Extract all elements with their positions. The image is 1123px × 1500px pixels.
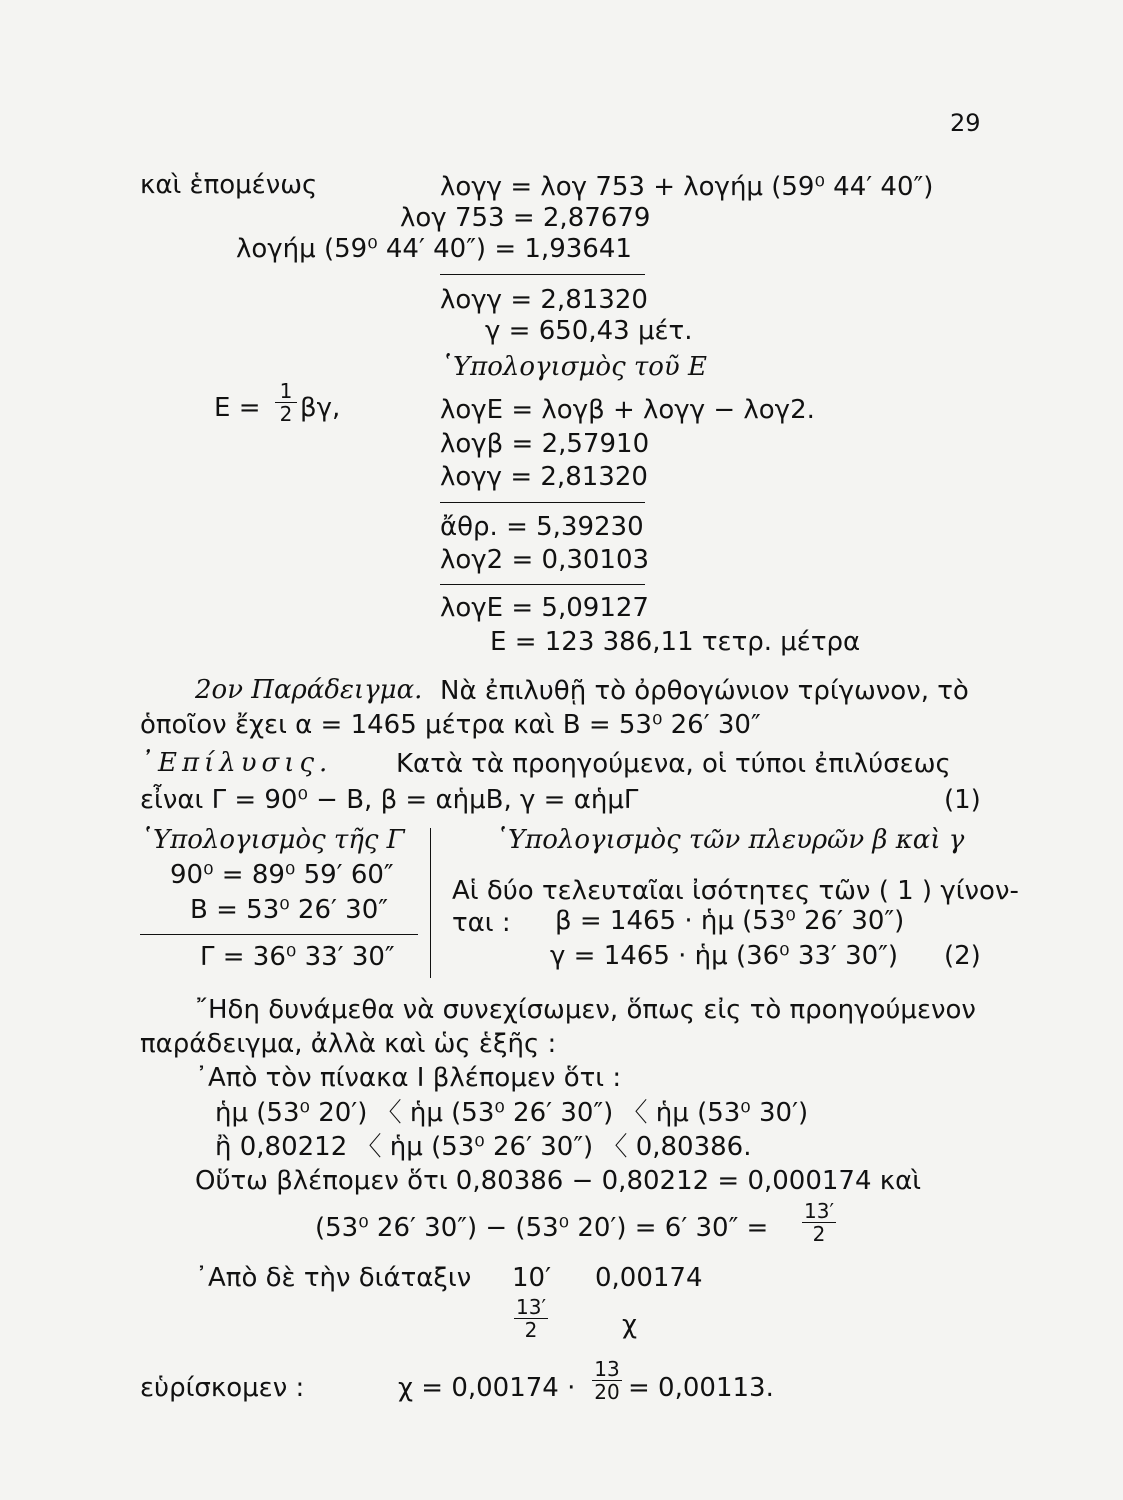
paragraph-line: ῎Ηδη δυνάμεθα νὰ συνεχίσωμεν, ὅπως εἰς τὸ προηγούμενον	[195, 995, 976, 1025]
fraction-numerator: 13′	[804, 1199, 834, 1223]
fraction-13-over-2	[514, 1296, 548, 1341]
equation: γ = 1465 · ἡμ (36⁰ 33′ 30″)	[550, 941, 899, 971]
equation: λογβ = 2,57910	[440, 429, 650, 459]
paragraph-line: παράδειγμα, ἀλλὰ καὶ ὡς ἑξῆς :	[140, 1029, 557, 1059]
equation: γ = 650,43 μέτ.	[485, 316, 693, 346]
equation-number: (2)	[944, 941, 981, 971]
fraction-denominator: 2	[279, 402, 293, 426]
equation: λογγ = λογ 753 + λογήμ (59⁰ 44′ 40″)	[440, 172, 934, 202]
equation: Ε = 123 386,11 τετρ. μέτρα	[490, 627, 861, 657]
right-column-line: Αἱ δύο τελευταῖαι ἰσότητες τῶν ( 1 ) γίνον-	[452, 876, 1019, 906]
equation-number: (1)	[944, 785, 981, 815]
fraction-half	[275, 380, 297, 425]
equation: λογγ = 2,81320	[440, 462, 648, 492]
column-divider	[430, 828, 431, 978]
left-column-heading: ῾Υπολογισμὸς τῆς Γ	[140, 825, 405, 855]
example-label: 2ον Παράδειγμα.	[195, 675, 423, 705]
fraction-13-over-2	[802, 1200, 836, 1245]
equation: λογΕ = λογβ + λογγ − λογ2.	[440, 395, 815, 425]
inequality: ἡμ (53⁰ 20′) 〈 ἡμ (53⁰ 26′ 30″) 〈 ἡμ (53⁰ 30′)	[215, 1098, 809, 1128]
inequality: ἢ 0,80212 〈 ἡμ (53⁰ 26′ 30″) 〈 0,80386.	[215, 1132, 752, 1162]
fraction-13-over-20	[592, 1358, 622, 1403]
fraction-numerator: 13	[592, 1358, 622, 1381]
solution-label: ᾿Επίλυσις.	[140, 748, 333, 778]
equation: λογ 753 = 2,87679	[400, 203, 651, 233]
paragraph-line: Οὕτω βλέπομεν ὅτι 0,80386 − 0,80212 = 0,000174 καὶ	[195, 1166, 922, 1196]
fraction-denominator: 20	[594, 1380, 620, 1404]
paragraph-line: ὁποῖον ἔχει α = 1465 μέτρα καὶ Β = 53⁰ 26′ 30″	[140, 710, 761, 740]
paragraph-line: Κατὰ τὰ προηγούμενα, οἱ τύποι ἐπιλύσεως	[396, 749, 951, 779]
equation: λογΕ = 5,09127	[440, 593, 649, 623]
arrangement-cell: 10′	[512, 1263, 551, 1293]
left-column-row: Β = 53⁰ 26′ 30″	[190, 895, 388, 925]
right-column-heading: ῾Υπολογισμὸς τῶν πλευρῶν β καὶ γ	[495, 825, 965, 855]
result-equation-end: = 0,00113.	[628, 1373, 774, 1403]
area-formula-rhs: βγ,	[300, 393, 341, 423]
right-column-line: ται :	[452, 908, 511, 938]
equation: ἄθρ. = 5,39230	[440, 512, 644, 542]
result-label: εὑρίσκομεν :	[140, 1373, 305, 1403]
equation: β = 1465 · ἡμ (53⁰ 26′ 30″)	[555, 906, 905, 936]
equation: λογγ = 2,81320	[440, 285, 648, 315]
paragraph-line: Νὰ ἐπιλυθῇ τὸ ὀρθογώνιον τρίγωνον, τὸ	[440, 676, 969, 706]
fraction-denominator: 2	[524, 1318, 538, 1342]
area-formula-lhs: Ε =	[214, 393, 261, 423]
page-number: 29	[950, 109, 981, 137]
left-column-rule	[140, 934, 418, 935]
fraction-numerator: 13′	[516, 1295, 546, 1319]
fraction-denominator: 2	[812, 1222, 826, 1246]
lead-text: καὶ ἑπομένως	[140, 170, 318, 200]
difference-line: (53⁰ 26′ 30″) − (53⁰ 20′) = 6′ 30″ =	[315, 1213, 769, 1243]
section-heading: ῾Υπολογισμὸς τοῦ Ε	[440, 352, 707, 382]
paragraph-line: ᾿Απὸ τὸν πίνακα Ι βλέπομεν ὅτι :	[195, 1063, 622, 1093]
result-equation-start: χ = 0,00174 ·	[398, 1373, 576, 1403]
equation: λογ2 = 0,30103	[440, 545, 650, 575]
arrangement-cell: 0,00174	[595, 1263, 703, 1293]
fraction-numerator: 1	[275, 380, 297, 403]
arrangement-label: ᾿Απὸ δὲ τὴν διάταξιν	[195, 1263, 472, 1293]
difference-rule	[440, 584, 645, 585]
equation: λογήμ (59⁰ 44′ 40″) = 1,93641	[236, 234, 632, 264]
left-column-row: Γ = 36⁰ 33′ 30″	[200, 942, 395, 972]
sum-rule	[440, 502, 645, 503]
formulas-line: εἶναι Γ = 90⁰ − Β, β = αἡμΒ, γ = αἡμΓ	[140, 785, 639, 815]
sum-rule	[440, 274, 645, 275]
arrangement-cell: χ	[622, 1310, 638, 1340]
left-column-row: 90⁰ = 89⁰ 59′ 60″	[170, 860, 394, 890]
